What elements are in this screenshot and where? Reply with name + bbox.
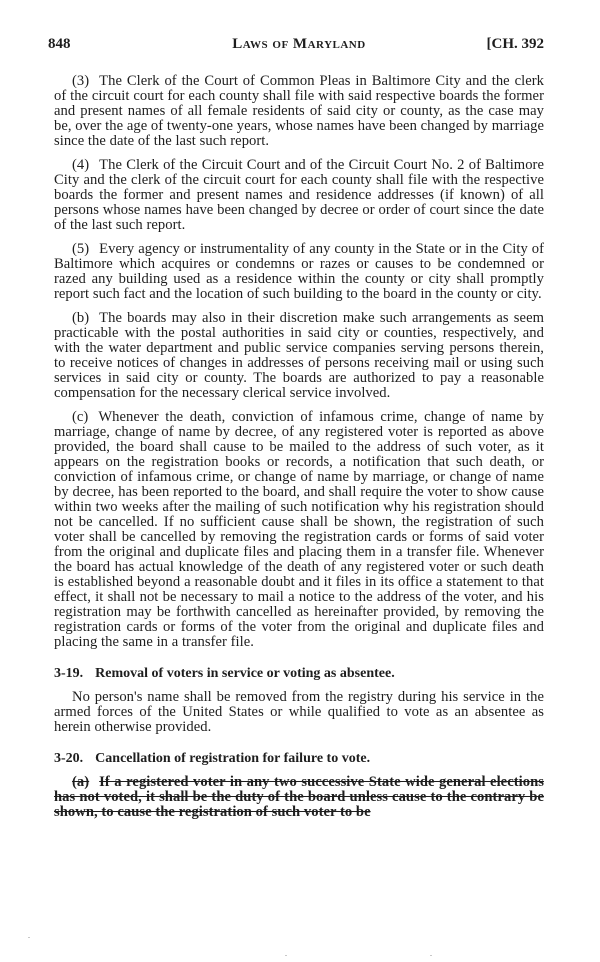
paragraph-3 — [54, 74, 544, 149]
paragraph-label: (5) — [72, 241, 90, 257]
paragraph-text: The boards may also in their discretion make such arrangements as seem practicable with the postal authorities in said city or counties, respectively, and with the water department and public service companies serving persons therein, to receive notices of changes in addresses of persons receiving mail or using such services in said city or county. The boards are authorized to pay a reasonable compensation for the necessary clerical service involved. — [54, 310, 544, 401]
running-header — [48, 36, 544, 56]
section-3-19-text: No person's name shall be removed from the registry during his service in the armed forces of the United States or while qualified to vote as an absentee as herein otherwise provided. — [54, 689, 544, 735]
running-title: Laws of Maryland — [232, 36, 366, 52]
document-page — [48, 36, 544, 829]
section-title: Cancellation of registration for failure to vote. — [95, 751, 371, 766]
paragraph-text: Whenever the death, conviction of infamous crime, change of name by marriage, change of name by decree, of any registered voter is reported as above provided, the board shall cause to be mailed to the address of such voter, as it appears on the registration books or records, a notification that such death, or conviction of infamous crime, or change of name by marriage, or change of name by decree, has been reported to the board, and shall require the voter to show cause within two weeks after the mailing of such notification why his registration should not be cancelled. If no sufficient cause shall be shown, the registration of such voter shall be cancelled by removing the registration cards or forms of said voter from the original and duplicate files and placing them in a transfer file. Whenever the board has actual knowledge of the death of any registered voter or such death is established beyond a reasonable doubt and it files in its office a statement to that effect, it shall not be necessary to mail a notice to the address of the voter, and his registration may be forthwith cancelled as hereinafter provided, by removing the registration cards or forms of the voter from the original and duplicate files and placing the same in a transfer file. — [54, 409, 544, 650]
paragraph-label: (c) — [72, 409, 89, 425]
paragraph-c — [54, 410, 544, 650]
paragraph-text: Every agency or instrumentality of any county in the State or in the City of Baltimore which acquires or condemns or razes or causes to be condemned or razed any building used as a residence within the county or city shall promptly report such fact and the location of such building to the board in the county or city. — [54, 241, 544, 302]
paragraph-5 — [54, 242, 544, 302]
section-number: 3-20. — [54, 751, 84, 766]
paragraph-label: (4) — [72, 157, 90, 173]
paragraph-4 — [54, 158, 544, 233]
section-3-20-struck-text — [54, 775, 544, 820]
paragraph-text: The Clerk of the Court of Common Pleas in Baltimore City and the clerk of the circuit court for each county shall file with said respective boards the former and present names of all female residents of said city or county, as the case may be, over the age of twenty-one years, whose names have been changed by marriage since the date of the last such report. — [54, 73, 544, 149]
section-number: 3-19. — [54, 666, 84, 681]
scan-speck — [285, 955, 287, 956]
paragraph-label: (3) — [72, 73, 90, 89]
chapter-number: [CH. 392 — [486, 36, 544, 52]
paragraph-text: The Clerk of the Circuit Court and of the Circuit Court No. 2 of Baltimore City and the clerk of the circuit court for each county shall file with the respective boards the former and present names and residence addresses (if known) of all persons whose names have been changed by decree or order of court since the date of the last such report. — [54, 157, 544, 233]
scan-speck — [430, 955, 432, 956]
page-number: 848 — [48, 36, 71, 52]
scan-speck — [28, 937, 30, 938]
section-title: Removal of voters in service or voting as absentee. — [95, 666, 395, 681]
struck-text: If a registered voter in any two successive State wide general elections has not voted, it shall be the duty of the board unless cause to the contrary be shown, to cause the registration of such voter to be — [54, 774, 544, 820]
section-3-20-heading — [54, 751, 544, 767]
struck-label: (a) — [72, 774, 90, 790]
paragraph-label: (b) — [72, 310, 90, 326]
paragraph-b — [54, 311, 544, 401]
section-3-19-heading — [54, 666, 544, 682]
